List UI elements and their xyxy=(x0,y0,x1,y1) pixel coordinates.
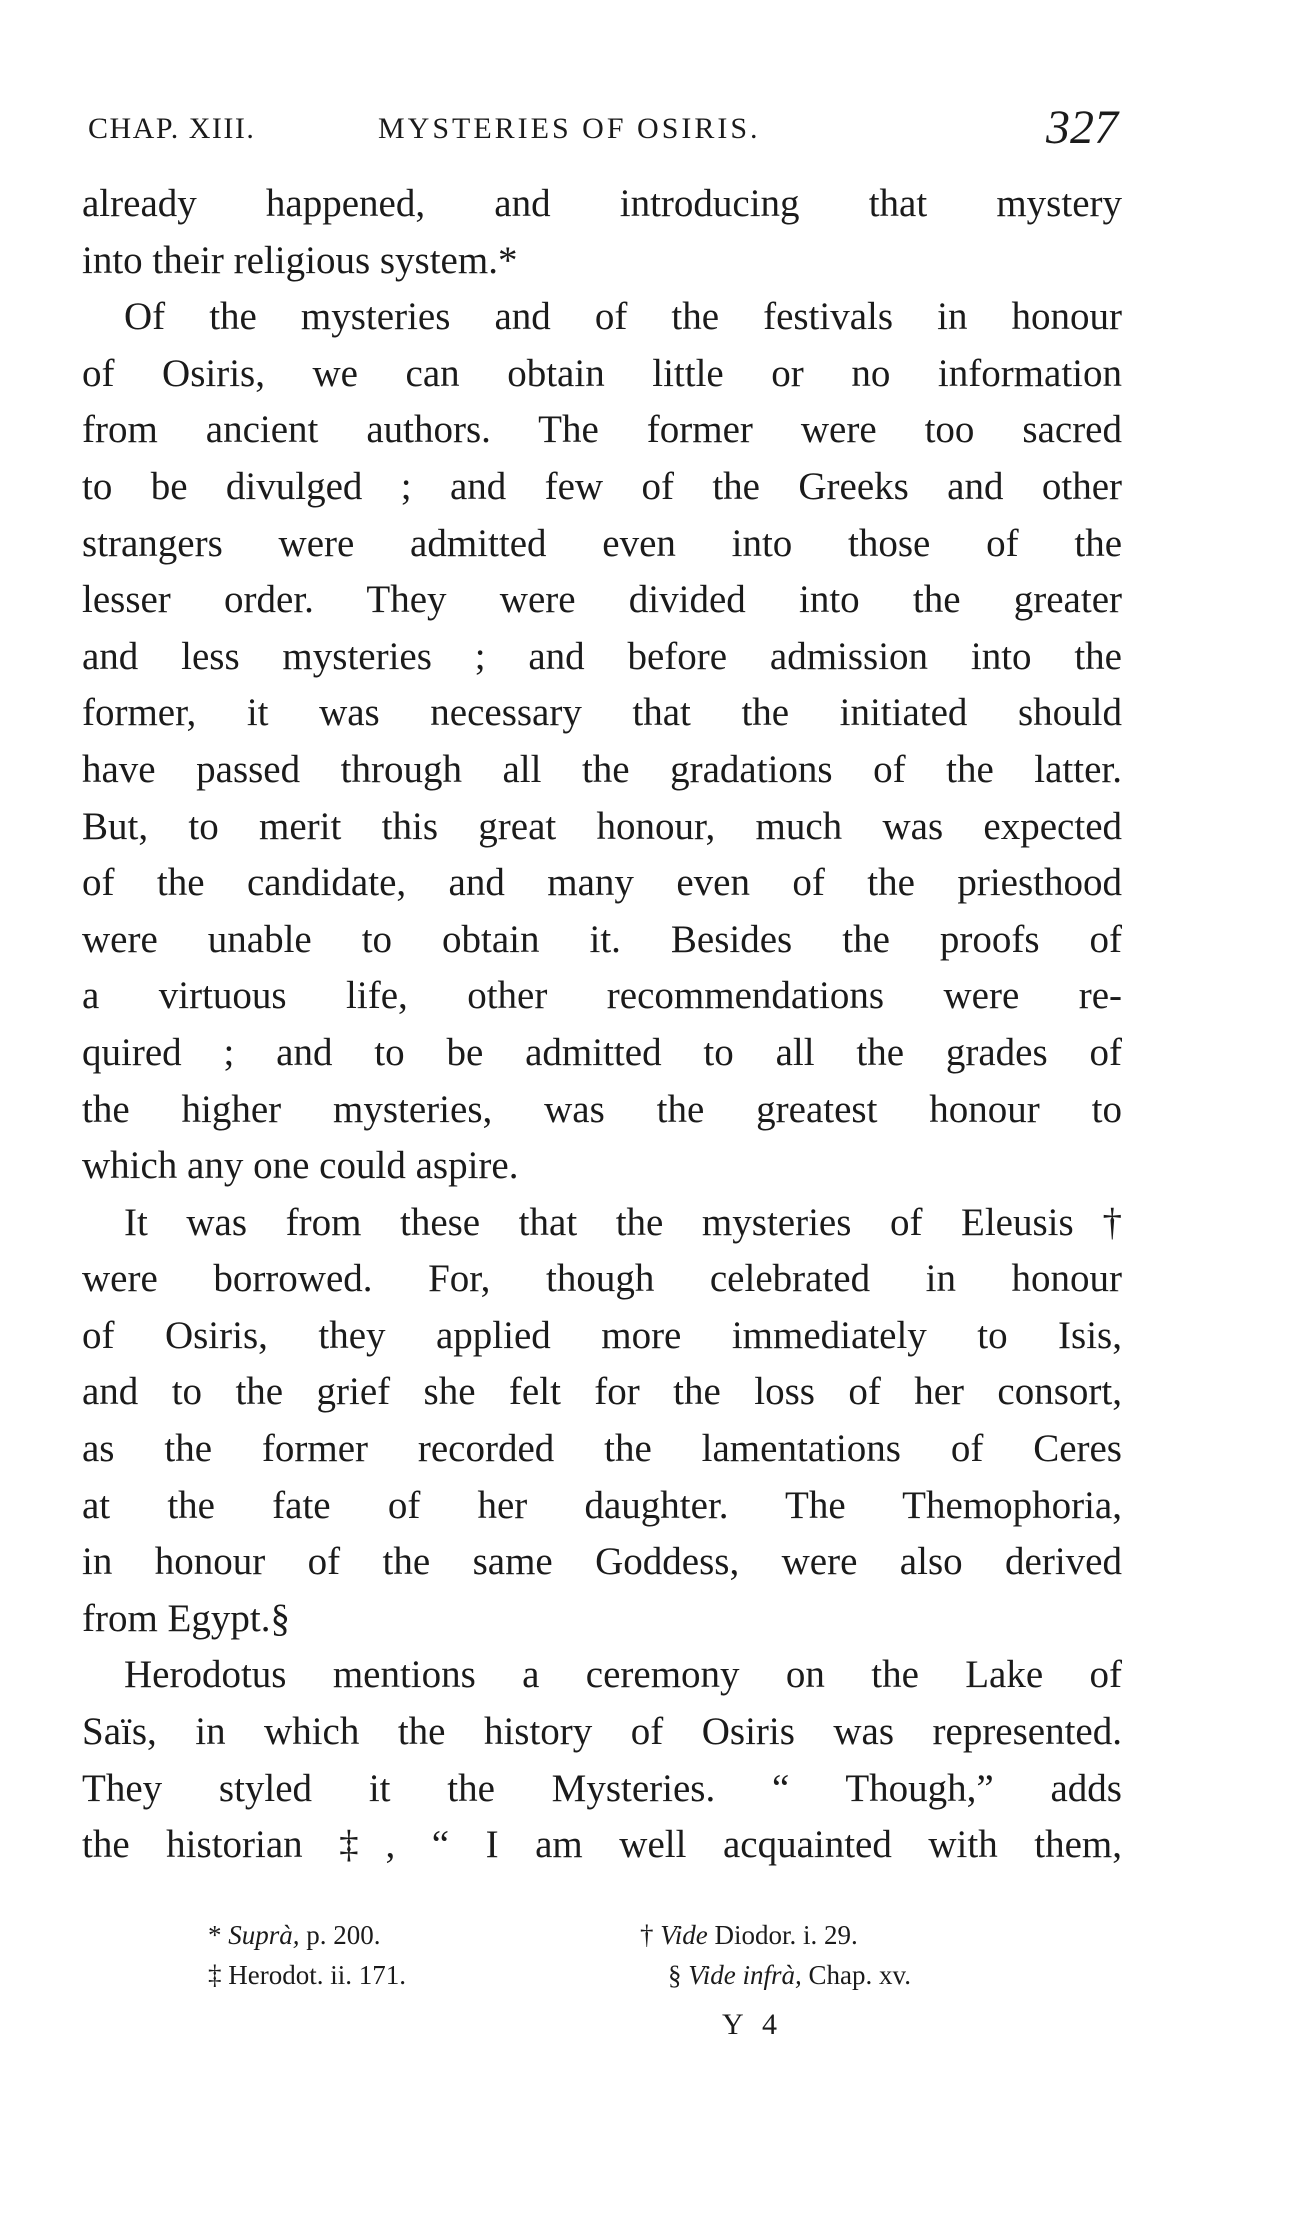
footnote-mark: * xyxy=(208,1920,222,1950)
text-line: in honour of the same Goddess, were also derived xyxy=(82,1540,1122,1584)
footnote-mark: ‡ xyxy=(208,1960,222,1990)
text-line: already happened, and introducing that mystery xyxy=(82,182,1122,225)
footnote xyxy=(640,1920,858,1951)
text-line: They styled it the Mysteries. “ Though,” adds xyxy=(82,1766,1122,1810)
footnote xyxy=(208,1960,406,1991)
footnote-mark: † xyxy=(640,1920,654,1950)
footnote-text: p. 200. xyxy=(299,1920,381,1950)
footnote-text: Diodor. i. 29. xyxy=(707,1920,858,1950)
text-line: were unable to obtain it. Besides the proofs of xyxy=(82,917,1122,961)
text-line: Of the mysteries and of the festivals in honour xyxy=(124,295,1122,339)
text-line: former, it was necessary that the initiated should xyxy=(82,691,1122,735)
signature-mark: Y 4 xyxy=(722,2008,784,2041)
text-line: the higher mysteries, was the greatest honour to xyxy=(82,1087,1122,1131)
footnote xyxy=(668,1960,911,1991)
text-line: which any one could aspire. xyxy=(82,1144,519,1188)
body-text xyxy=(82,176,1122,1874)
footnote-italic: Vide xyxy=(660,1920,708,1950)
footnote-italic: Vide infrà, xyxy=(688,1960,802,1990)
text-line: It was from these that the mysteries of Eleusis† xyxy=(124,1200,1122,1244)
page-number: 327 xyxy=(1046,101,1118,154)
text-line: and less mysteries ; and before admission into the xyxy=(82,634,1122,678)
text-line: Saïs, in which the history of Osiris was represented. xyxy=(82,1710,1122,1754)
text-line: were borrowed. For, though celebrated in honour xyxy=(82,1257,1122,1301)
text-line: the historian ‡, “ I am well acquainted with them, xyxy=(82,1823,1122,1867)
footnote xyxy=(208,1920,381,1951)
text-line: of Osiris, we can obtain little or no information xyxy=(82,351,1122,395)
text-line: Herodotus mentions a ceremony on the Lake of xyxy=(124,1653,1122,1697)
text-line: at the fate of her daughter. The Themophoria, xyxy=(82,1483,1122,1527)
text-line: lesser order. They were divided into the greater xyxy=(82,578,1122,622)
text-line: from ancient authors. The former were too sacred xyxy=(82,408,1122,452)
chapter-label: CHAP. XIII. xyxy=(88,112,256,145)
text-line: quired ; and to be admitted to all the grades of xyxy=(82,1030,1122,1074)
text-line: of the candidate, and many even of the priesthood xyxy=(82,861,1122,905)
footnote-mark: § xyxy=(668,1960,682,1990)
running-title: MYSTERIES OF OSIRIS. xyxy=(378,112,761,145)
text-line: as the former recorded the lamentations of Ceres xyxy=(82,1427,1122,1471)
footnote-italic: Suprà, xyxy=(228,1920,300,1950)
footnote-text: Herodot. ii. 171. xyxy=(228,1960,406,1990)
footnotes xyxy=(0,1920,1294,2050)
text-line: strangers were admitted even into those of the xyxy=(82,521,1122,565)
text-line: into their religious system.* xyxy=(82,238,518,282)
text-line: and to the grief she felt for the loss of her consort, xyxy=(82,1370,1122,1414)
footnote-text: Chap. xv. xyxy=(801,1960,911,1990)
text-line: to be divulged ; and few of the Greeks and other xyxy=(82,464,1122,508)
text-line: of Osiris, they applied more immediately to Isis, xyxy=(82,1313,1122,1357)
text-line: a virtuous life, other recommendations were re- xyxy=(82,974,1122,1018)
text-line: But, to merit this great honour, much was expected xyxy=(82,804,1122,848)
text-line: have passed through all the gradations of the latter. xyxy=(82,747,1122,791)
running-header xyxy=(88,101,1118,158)
text-line: from Egypt.§ xyxy=(82,1596,290,1640)
